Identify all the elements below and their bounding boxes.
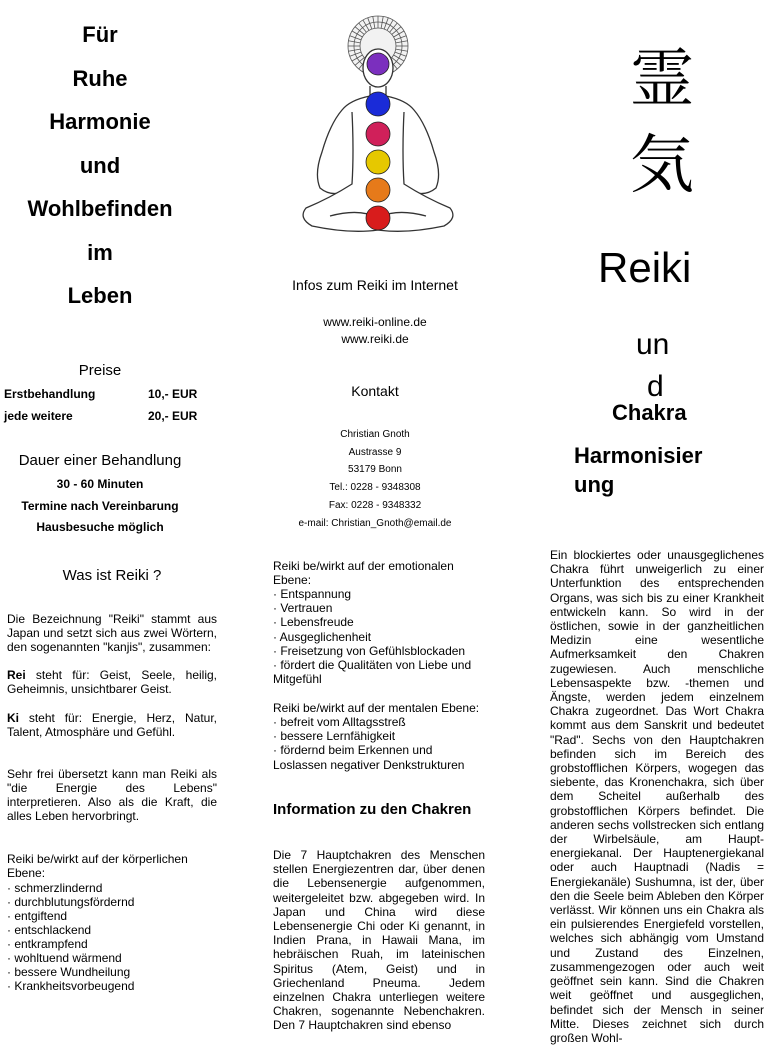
link-reiki[interactable]: www.reiki.de xyxy=(341,332,409,346)
contact-email[interactable]: e-mail: Christian_Gnoth@email.de xyxy=(298,518,452,529)
tagline-line: Ruhe xyxy=(72,66,128,91)
kanji-ki: 気 xyxy=(630,129,694,203)
list-item: · Vertrauen xyxy=(273,601,333,616)
link-reiki-online[interactable]: www.reiki-online.de xyxy=(323,315,427,329)
contact-name: Christian Gnoth xyxy=(340,429,410,440)
list-item: · entkrampfend xyxy=(7,937,88,951)
list-item: · schmerzlindernd xyxy=(7,881,103,895)
subtitle-line: Chakra xyxy=(612,400,687,425)
title-und-line: d xyxy=(647,370,664,403)
list-item: · Krankheitsvorbeugend xyxy=(7,979,135,993)
contact-city: 53179 Bonn xyxy=(348,464,402,475)
list-item: · bessere Lernfähigkeit xyxy=(273,729,396,744)
tagline-line: Wohlbefinden xyxy=(27,196,173,221)
body-effects-list xyxy=(7,881,217,993)
contact-fax: Fax: 0228 - 9348332 xyxy=(328,500,422,511)
list-item: · durchblutungsfördernd xyxy=(7,895,135,909)
left-panel xyxy=(0,0,228,1024)
duration-line: 30 - 60 Minuten xyxy=(56,477,144,491)
kanji-rei: 霊 xyxy=(630,43,694,117)
tagline-line: Leben xyxy=(67,283,133,308)
contact-heading: Kontakt xyxy=(351,383,399,399)
duration-line: Hausbesuche möglich xyxy=(36,520,164,534)
tagline-line: im xyxy=(87,240,113,265)
chakra-throat xyxy=(366,122,390,146)
ki-term: Ki xyxy=(7,711,19,725)
reiki-translation: Sehr frei übersetzt kann man Reiki als "die Energie des Lebens" interpretieren. Also als die Kraft, die alles Leben hervorbringt. xyxy=(7,767,217,823)
chakra-third-eye xyxy=(366,92,390,116)
list-item: · entschlackend xyxy=(7,923,92,937)
list-item: · Ausgeglichenheit xyxy=(273,629,372,644)
what-is-reiki-heading: Was ist Reiki ? xyxy=(62,567,162,584)
list-item: · wohltuend wärmend xyxy=(7,951,122,965)
internet-heading: Infos zum Reiki im Internet xyxy=(292,277,458,293)
rei-definition xyxy=(7,668,217,696)
list-item: · Entspannung xyxy=(273,587,352,601)
rei-text: steht für: Geist, Seele, heilig, Geheimnis, unsichtbarer Geist. xyxy=(7,668,217,696)
emotional-list xyxy=(273,587,485,686)
list-item: · bessere Wundheilung xyxy=(7,965,131,979)
chakra-heart xyxy=(366,150,390,174)
prices-heading: Preise xyxy=(78,362,122,379)
chakra-info-heading: Information zu den Chakren xyxy=(273,801,472,818)
reiki-intro: Die Bezeichnung "Reiki" stammt aus Japan und setzt sich aus zwei Wörtern, den sogenannten "kanjis", zusammen: xyxy=(7,612,217,654)
mental-heading: Reiki be/wirkt auf der mentalen Ebene: xyxy=(273,701,480,715)
subtitle-line: Harmonisier xyxy=(574,443,703,468)
list-item: · entgiftend xyxy=(7,909,68,923)
chakra-root xyxy=(366,206,390,230)
list-item: · fördernd beim Erkennen und Loslassen negativer Denkstrukturen xyxy=(273,743,465,772)
tagline-line: Harmonie xyxy=(49,109,151,134)
title-reiki: Reiki xyxy=(598,244,692,291)
duration-heading: Dauer einer Behandlung xyxy=(18,452,182,469)
contact-street: Austrasse 9 xyxy=(348,447,402,458)
subtitle-line: ung xyxy=(574,472,615,497)
rei-term: Rei xyxy=(7,668,26,682)
list-item: · Freisetzung von Gefühlsblockaden xyxy=(273,643,466,658)
right-panel xyxy=(548,0,766,1045)
list-item: · befreit vom Alltagsstreß xyxy=(273,715,406,729)
list-item: · fördert die Qualitäten von Liebe und Mitgefühl xyxy=(273,658,472,687)
chakra-body-text: Ein blockiertes oder unausgeglichenes Chakra führt unweigerlich zu einer Unterfunktion des entsprechenden Organs, was sich bis zu einer Krankheit entwickeln kann. So wird in der östlichen, sowie in der ganzheitlichen Medizin eine wesentliche Aufmerksamkeit den Chakren zugewiesen. Auch menschliche Lebensaspekte bzw. -themen und Ängste, werden jedem einzelnem Chakra zugeordnet. Das Wort Chakra kommt aus dem Sanskrit und bedeutet "Rad". Sechs von den Hauptchakren befinden sich im Bereich des grobstofflichen Körpers, wogegen das siebente, das Kronenchakra, sich über dem Scheitel außerhalb des grobstofflichen Körpers befindet. Die anderen sechs vollstrecken sich entlang der Wirbelsäule, am Haupt-energiekanal. Der Hauptenergiekanal oder auch Hauptnadi (Nadis = Energiekanäle) Sushumna, ist der, über den die Seele beim Ableben den Körper verlässt. Wir können uns ein Chakra als ein pulsierendes Energiefeld vorstellen, welches sich abhängig vom Umstand und Zustand des Einzelnen, zusammengezogen oder auch weit geöffnet sein kann. Sind die Chakren weit geöffnet und ausgeglichen, befindet sich der Mensch in seiner Mitte. Dieses zeichnet sich durch großen Wohl- xyxy=(550,548,764,1045)
mental-list xyxy=(273,715,485,772)
middle-panel xyxy=(262,0,488,1033)
duration-line: Termine nach Vereinbarung xyxy=(21,499,179,513)
body-effects-heading: Reiki be/wirkt auf der körperlichen Ebene: xyxy=(7,852,188,880)
contact-phone: Tel.: 0228 - 9348308 xyxy=(329,482,421,493)
ki-definition xyxy=(7,711,217,739)
tagline-line: und xyxy=(79,153,121,178)
meditation-figure-illustration xyxy=(290,12,470,240)
ki-text: steht für: Energie, Herz, Natur, Talent, Atmosphäre und Gefühl. xyxy=(7,711,217,739)
price-value: 10,- EUR xyxy=(148,387,198,401)
chakra-info-text: Die 7 Hauptchakren des Menschen stellen Energiezentren dar, über denen die Lebensenergie aufgenommen, weitergeleitet bzw. abgegeben wird. In Japan und China wird diese Lebensenergie Chi oder Ki genannt, in Indien Prana, in Hawaii Mana, im hebräischen Ruah, im lateinischen Spiritus (Atem, Geist) und in Griechenland Pneuma. Jedem einzelnen Chakra unterliegen weitere Chakren, sogenannte Nebenchakren. Den 7 Hauptchakren sind ebenso xyxy=(273,848,485,1033)
chakra-solar-plexus xyxy=(366,178,390,202)
list-item: · Lebensfreude xyxy=(273,615,354,630)
chakra-crown xyxy=(367,53,389,75)
tagline-line: Für xyxy=(82,22,118,47)
price-value: 20,- EUR xyxy=(148,409,198,423)
price-label: jede weitere xyxy=(4,409,73,423)
emotional-heading: Reiki be/wirkt auf der emotionalen Ebene: xyxy=(273,559,454,588)
price-label: Erstbehandlung xyxy=(4,387,96,401)
title-und-line: un xyxy=(636,328,670,361)
